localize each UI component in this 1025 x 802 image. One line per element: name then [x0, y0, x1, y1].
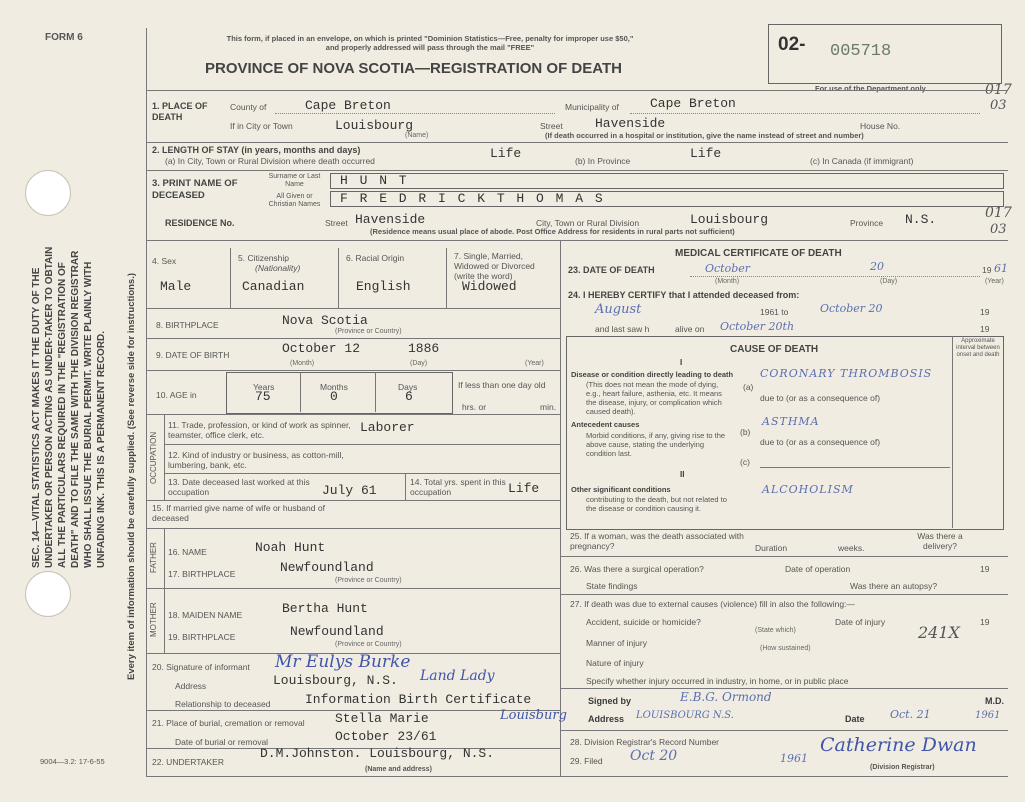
due-to-1: due to (or as a consequence of) — [760, 393, 881, 403]
municipality-value: Cape Breton — [650, 96, 736, 111]
father-name-label: 16. NAME — [168, 547, 207, 557]
stay-a-label: (a) In City, Town or Rural Division where death occurred — [165, 156, 375, 166]
md-label: M.D. — [985, 696, 1004, 706]
attended-to: October 20 — [820, 302, 883, 315]
birthplace-label: 8. BIRTHPLACE — [156, 320, 219, 330]
mother-side-div — [164, 588, 165, 653]
mother-side-label: MOTHER — [149, 602, 158, 638]
date-value: Oct. 21 — [890, 708, 931, 721]
years-label: Years — [253, 382, 275, 392]
dob-year-cap: (Year) — [525, 360, 544, 367]
side-statute-text: SEC. 14—VITAL STATISTICS ACT MAKES IT THE DUTY OF THE UNDERTAKER OR PERSON ACTING AS UNDER-TAKER TO OBTAIN ALL THE PARTICULARS REQUIRED IN THE "REGISTRATION OF DEATH" AND TO FILE THE SAME WITH THE DIVISION REGISTRAR WHO SHALL ISSUE THE BURIAL PERMIT. WRITE PLAINLY WITH UNFADING INK. THIS IS A PERMANENT RECORD. — [31, 246, 107, 568]
address-label: Address — [588, 714, 625, 724]
informant-signature: Mr Eulys Burke — [275, 652, 411, 672]
name-caption: (Name) — [405, 132, 429, 139]
death-year-prefix: 19 — [982, 265, 992, 275]
bottom-rule — [146, 776, 1008, 777]
signed-value: E.B.G. Ormond — [680, 690, 772, 704]
delivery-label: Was there a delivery? — [917, 531, 963, 551]
interval-divider — [952, 336, 953, 528]
origin-label: 6. Racial Origin — [346, 253, 405, 263]
father-name-value: Noah Hunt — [255, 540, 326, 555]
filed-value: Oct 20 — [630, 748, 678, 764]
injury-year-prefix: 19 — [980, 617, 990, 627]
surname-boxes — [330, 173, 1004, 189]
dept-code-1: 017 — [985, 82, 1012, 98]
origin-value: English — [356, 279, 411, 294]
date-label: Date — [845, 714, 865, 724]
years-value: 75 — [255, 389, 271, 404]
accident-label: Accident, suicide or homicide? — [586, 617, 701, 627]
specify-label: Specify whether injury occurred in industry, in home, or in public place — [586, 676, 849, 686]
form-number: FORM 6 — [45, 32, 83, 43]
punch-hole-bottom — [25, 571, 71, 617]
pregnancy-rule — [560, 556, 1008, 557]
undertaker-value: D.M.Johnston. Louisbourg, N.S. — [260, 746, 495, 761]
citizen-divider — [338, 248, 339, 308]
cause-a-value: CORONARY THROMBOSIS — [760, 367, 933, 380]
weeks-label: weeks. — [838, 543, 865, 553]
informant-address-hand: Land Lady — [420, 668, 495, 684]
signed-rule — [560, 730, 1008, 731]
burial-date-label: Date of burial or removal — [175, 737, 269, 747]
mother-birthplace-sub: (Province or Country) — [335, 641, 402, 648]
interval-label: Approximate interval between onset and death — [956, 338, 1000, 358]
cause-b-marker: (b) — [740, 427, 751, 437]
trade-value: Laborer — [360, 420, 415, 435]
age-div-1 — [300, 372, 301, 412]
wife-rule — [146, 528, 560, 529]
county-value: Cape Breton — [305, 98, 391, 113]
side-note: Every item of information should be carefully supplied. (See reverse side for instructions.) — [126, 272, 137, 680]
county-label: County of — [230, 102, 267, 112]
age-rule — [146, 414, 560, 415]
personal-rule — [146, 308, 560, 309]
residence-rule — [146, 240, 1008, 241]
given-value: F R E D R I C K T H O M A S — [340, 191, 605, 206]
form-title: PROVINCE OF NOVA SCOTIA—REGISTRATION OF DEATH — [205, 60, 622, 77]
medical-title: MEDICAL CERTIFICATE OF DEATH — [675, 248, 842, 259]
father-birthplace-value: Newfoundland — [280, 560, 374, 575]
filed-label: 29. Filed — [570, 756, 603, 766]
death-day-cap: (Day) — [880, 278, 898, 285]
undertaker-label: 22. UNDERTAKER — [152, 757, 224, 767]
dept-use-label: For use of the Department only — [815, 84, 926, 93]
surgery-q: 26. Was there a surgical operation? — [570, 564, 704, 574]
informant-address-label: Address — [175, 681, 207, 691]
address-value: LOUISBOURG N.S. — [636, 710, 734, 721]
surgery-rule — [560, 594, 1008, 595]
left-border — [146, 28, 147, 776]
citizenship-label: 5. Citizenship — [238, 253, 290, 263]
province-value: N.S. — [905, 212, 937, 227]
last-worked-value: July 61 — [322, 483, 377, 498]
cause-c-line — [760, 467, 950, 468]
citizenship-sub: (Nationality) — [255, 263, 301, 273]
death-month-cap: (Month) — [715, 278, 740, 285]
burial-label: 21. Place of burial, cremation or removal — [152, 718, 305, 728]
mother-birthplace-label: 19. BIRTHPLACE — [168, 632, 236, 642]
footer-code: 9004—3.2: 17-6-55 — [40, 757, 105, 766]
envelope-notice: This form, if placed in an envelope, on which is printed "Dominion Statistics—Free, penalty for improper use $50," and properly addressed will pass through the mail "FREE" — [226, 34, 634, 52]
cause-title: CAUSE OF DEATH — [730, 344, 819, 355]
date-year: 1961 — [975, 710, 1001, 721]
marital-value: Widowed — [462, 279, 517, 294]
municipality-label: Municipality of — [565, 102, 619, 112]
trade-label: 11. Trade, profession, or kind of work as spinner, teamster, office clerk, etc. — [168, 420, 351, 440]
mother-birthplace-value: Newfoundland — [290, 624, 384, 639]
registrar-record-label: 28. Division Registrar's Record Number — [570, 737, 720, 747]
reg-prefix: 02- — [778, 34, 806, 55]
burial-date-value: October 23/61 — [335, 729, 437, 744]
surname-label: Surname or Last Name — [268, 173, 321, 188]
operation-year-prefix: 19 — [980, 564, 990, 574]
other-label: Other significant conditions — [571, 485, 671, 494]
immediate-note: (This does not mean the mode of dying, e.g., heart failure, asthenia, etc. It means the disease, injury, or complication which caused death). — [586, 380, 722, 416]
min-label: min. — [540, 402, 557, 412]
header-rule — [146, 90, 1008, 91]
res-street-value: Havenside — [355, 212, 426, 227]
surname-value: H U N T — [340, 173, 409, 188]
days-value: 6 — [405, 389, 413, 404]
father-birthplace-sub: (Province or Country) — [335, 577, 402, 584]
father-side-label: FATHER — [149, 542, 158, 574]
due-to-2: due to (or as a consequence of) — [760, 437, 881, 447]
pregnancy-q: 25. If a woman, was the death associated with pregnancy? — [570, 531, 744, 551]
cause-c-marker: (c) — [740, 457, 750, 467]
antecedent-label: Antecedent causes — [571, 420, 640, 429]
birthplace-sub: (Province or Country) — [335, 328, 402, 335]
months-value: 0 — [330, 389, 338, 404]
res-code-2: 03 — [990, 222, 1007, 237]
column-divider — [560, 240, 561, 776]
registrar-signature: Catherine Dwan — [820, 734, 977, 756]
informant-sig-label: 20. Signature of informant — [152, 662, 250, 672]
informant-address-value: Louisbourg, N.S. — [273, 673, 398, 688]
industry-label: 12. Kind of industry or business, as cotton-mill, lumbering, bank, etc. — [168, 450, 344, 470]
place-rule — [146, 142, 1008, 143]
citizenship-value: Canadian — [242, 279, 305, 294]
how-sustained: (How sustained) — [760, 645, 811, 652]
place-label: 1. PLACE OF DEATH — [152, 101, 208, 122]
death-year-cap: (Year) — [985, 278, 1004, 285]
occupation-side-label: OCCUPATION — [149, 431, 158, 485]
city-label: If in City or Town — [230, 121, 293, 131]
months-label: Months — [320, 382, 348, 392]
stay-b-value: Life — [690, 146, 722, 161]
to-year-prefix: 19 — [980, 307, 990, 317]
dob-year: 1886 — [408, 341, 440, 356]
birthplace-value: Nova Scotia — [282, 313, 368, 328]
certify-label: 24. I HEREBY CERTIFY that I attended deceased from: — [568, 290, 800, 300]
reg-number: 005718 — [830, 42, 892, 61]
origin-divider — [446, 248, 447, 308]
death-date-day: 20 — [870, 260, 884, 273]
duration-label: Duration — [755, 543, 788, 553]
street-label: Street — [540, 121, 563, 131]
antecedent-note: Morbid conditions, if any, giving rise to the above cause, stating the underlying condition last. — [586, 431, 726, 458]
res-city-label: City, Town or Rural Division — [536, 218, 640, 228]
last-saw-label: and last saw h — [595, 324, 650, 334]
operation-date-label: Date of operation — [785, 564, 851, 574]
roman-two: II — [680, 470, 685, 479]
stay-a-value: Life — [490, 146, 522, 161]
signed-label: Signed by — [588, 696, 632, 706]
burial-hand: Louisburg — [500, 708, 567, 723]
municipality-line — [630, 113, 980, 114]
filed-year: 1961 — [780, 752, 808, 765]
registrar-caption: (Division Registrar) — [870, 764, 935, 771]
last-saw-value: October 20th — [720, 320, 795, 333]
father-side-div — [164, 528, 165, 588]
birthplace-rule — [146, 338, 560, 339]
given-label: All Given or Christian Names — [268, 193, 321, 208]
immediate-label: Disease or condition directly leading to death — [571, 370, 734, 379]
from-year: 1961 to — [760, 307, 789, 317]
code-241x: 241X — [918, 623, 960, 642]
total-div — [405, 473, 406, 500]
mother-name-label: 18. MAIDEN NAME — [168, 610, 243, 620]
mother-name-value: Bertha Hunt — [282, 601, 368, 616]
dept-code-2: 03 — [990, 98, 1007, 113]
wife-label: 15. If married give name of wife or husband of deceased — [152, 503, 325, 523]
sex-divider — [230, 248, 231, 308]
stay-rule — [146, 170, 1008, 171]
res-city-value: Louisbourg — [690, 212, 769, 227]
punch-hole-top — [25, 170, 71, 216]
findings-label: State findings — [586, 581, 638, 591]
days-label: Days — [398, 382, 418, 392]
occupation-side-div — [164, 414, 165, 500]
cause-b-value: ASTHMA — [762, 415, 820, 428]
county-line — [275, 113, 555, 114]
other-note: contributing to the death, but not related to the disease or condition causing it. — [586, 495, 727, 513]
res-code-1: 017 — [985, 205, 1012, 221]
last-saw-alive: alive on — [675, 324, 705, 334]
dob-value: October 12 — [282, 341, 361, 356]
age-label: 10. AGE in — [156, 390, 197, 400]
cause-a-marker: (a) — [743, 382, 754, 392]
hrs-label: hrs. or — [462, 402, 487, 412]
last-saw-year-prefix: 19 — [980, 324, 990, 334]
death-date-label: 23. DATE OF DEATH — [568, 265, 655, 275]
total-value: Life — [508, 481, 540, 496]
province-label: Province — [850, 218, 884, 228]
injury-date-label: Date of injury — [835, 617, 886, 627]
res-street-label: Street — [325, 218, 348, 228]
death-date-month: October — [705, 262, 751, 275]
stay-b-label: (b) In Province — [575, 156, 631, 166]
death-year: 61 — [994, 262, 1008, 275]
occupation-rule — [146, 500, 560, 501]
death-date-line — [690, 276, 980, 277]
city-value: Louisbourg — [335, 118, 414, 133]
relationship-value: Information Birth Certificate — [305, 692, 532, 707]
violence-q: 27. If death was due to external causes (violence) fill in also the following:— — [570, 599, 855, 609]
hospital-note: (If death occurred in a hospital or institution, give the name instead of street and number) — [545, 131, 864, 140]
state-which: (State which) — [755, 627, 796, 634]
attended-from: August — [595, 302, 642, 317]
less-day-label: If less than one day old — [458, 380, 546, 390]
father-rule — [146, 588, 560, 589]
autopsy-label: Was there an autopsy? — [850, 581, 938, 591]
marital-label: 7. Single, Married, Widowed or Divorced (write the word) — [454, 251, 535, 281]
stay-label: 2. LENGTH OF STAY (in years, months and days) — [152, 145, 361, 155]
last-worked-label: 13. Date deceased last worked at this occupation — [168, 477, 310, 497]
relationship-label: Relationship to deceased — [175, 699, 271, 709]
residence-label: RESIDENCE No. — [165, 218, 235, 228]
industry-rule — [164, 473, 560, 474]
total-label: 14. Total yrs. spent in this occupation — [410, 477, 506, 497]
stay-c-label: (c) In Canada (if immigrant) — [810, 156, 914, 166]
residence-note: (Residence means usual place of abode. Post Office Address for residents in rural parts not sufficient) — [370, 227, 735, 236]
dob-label: 9. DATE OF BIRTH — [156, 350, 230, 360]
dob-month-cap: (Month) — [290, 360, 315, 367]
dob-day-cap: (Day) — [410, 360, 428, 367]
house-label: House No. — [860, 121, 901, 131]
roman-one: I — [680, 358, 683, 367]
father-birthplace-label: 17. BIRTHPLACE — [168, 569, 236, 579]
street-value: Havenside — [595, 116, 666, 131]
print-name-label: 3. PRINT NAME OF DECEASED — [152, 178, 238, 201]
sex-value: Male — [160, 279, 192, 294]
other-cause-value: ALCOHOLISM — [762, 483, 854, 496]
nature-label: Nature of injury — [586, 658, 644, 668]
trade-rule — [164, 444, 560, 445]
manner-label: Manner of injury — [586, 638, 647, 648]
dob-rule — [146, 370, 560, 371]
burial-value: Stella Marie — [335, 711, 429, 726]
sex-label: 4. Sex — [152, 256, 177, 266]
violence-rule — [560, 688, 1008, 689]
age-div-2 — [375, 372, 376, 412]
undertaker-sub: (Name and address) — [365, 766, 432, 773]
